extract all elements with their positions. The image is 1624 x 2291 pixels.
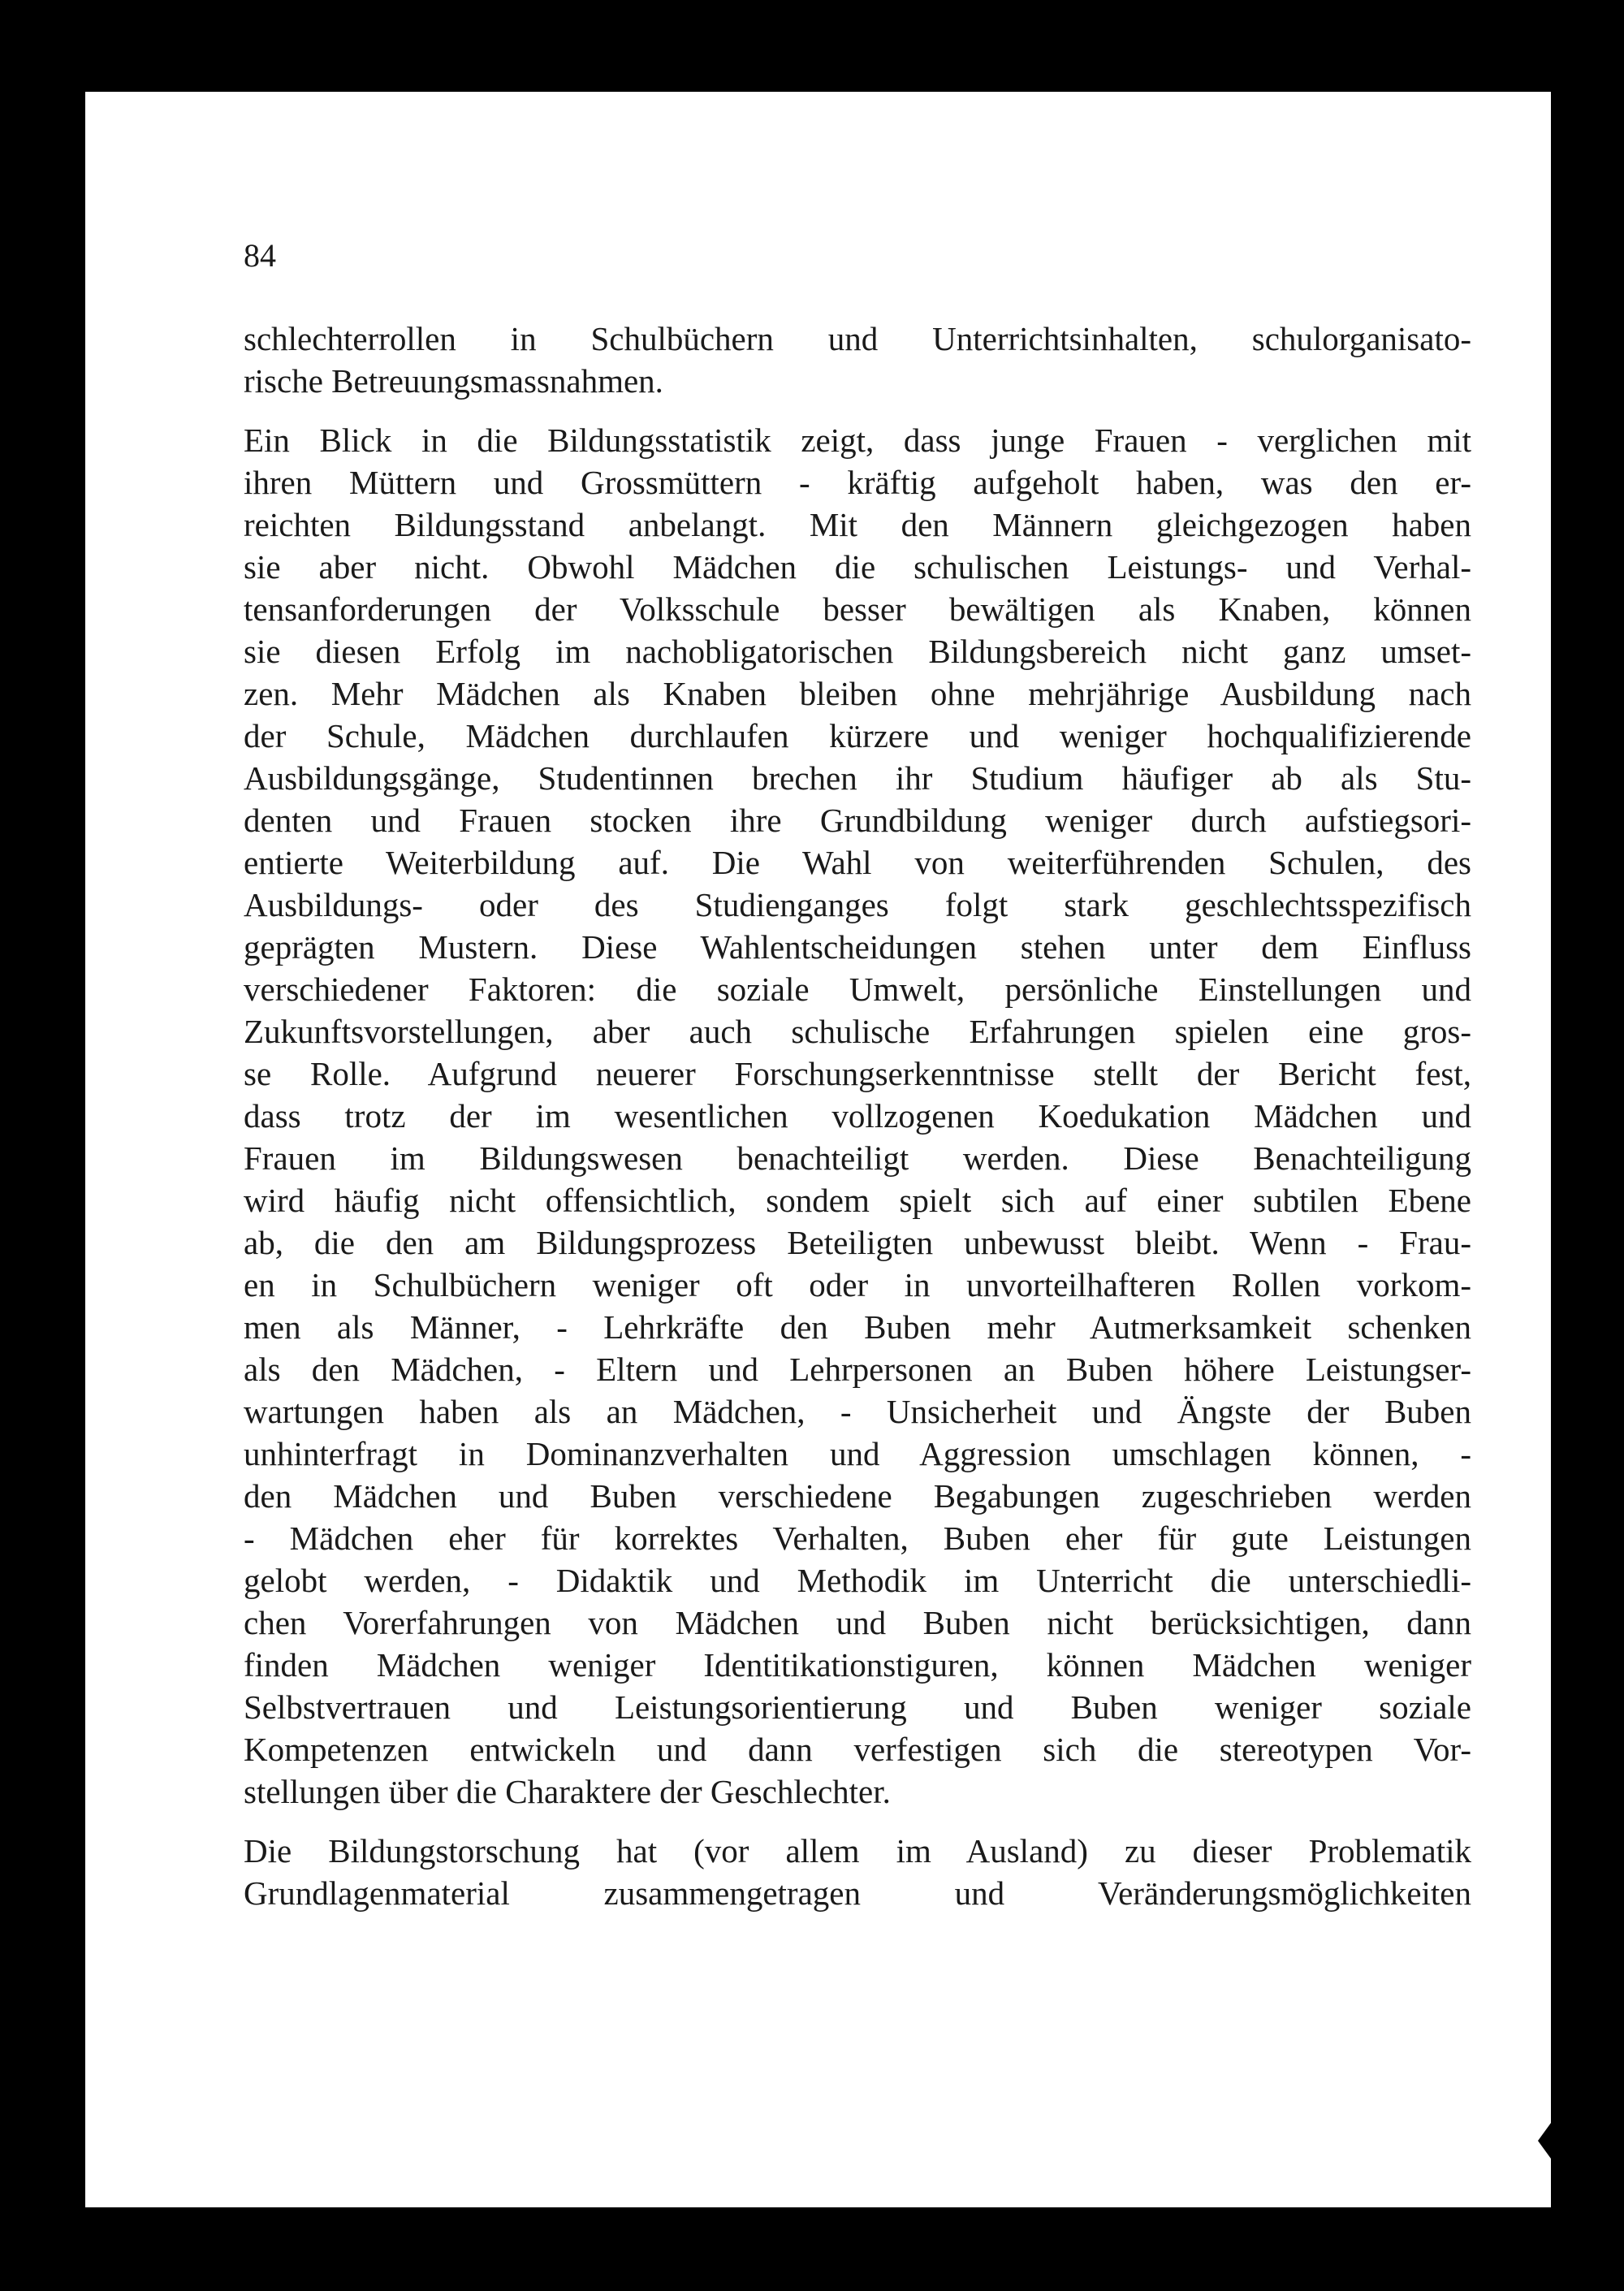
- text-line: der Schule, Mädchen durchlaufen kürzere und weniger hochqualifizierende: [244, 717, 1471, 754]
- text-line: Zukunftsvorstellungen, aber auch schulische Erfahrungen spielen eine gros-: [244, 1013, 1471, 1050]
- text-line: sie aber nicht. Obwohl Mädchen die schulischen Leistungs- und Verhal-: [244, 548, 1471, 586]
- text-line: Ausbildungsgänge, Studentinnen brechen ihr Studium häufiger ab als Stu-: [244, 759, 1471, 797]
- text-line: Die Bildungstorschung hat (vor allem im Ausland) zu dieser Problematik: [244, 1832, 1471, 1870]
- page-number: 84: [244, 237, 276, 274]
- text-line: ihren Müttern und Grossmüttern - kräftig aufgeholt haben, was den er-: [244, 464, 1471, 501]
- text-line: sie diesen Erfolg im nachobligatorischen Bildungsbereich nicht ganz umset-: [244, 633, 1471, 670]
- text-line: reichten Bildungsstand anbelangt. Mit den Männern gleichgezogen haben: [244, 506, 1471, 543]
- text-line: chen Vorerfahrungen von Mädchen und Buben nicht berücksichtigen, dann: [244, 1604, 1471, 1641]
- text-line: tensanforderungen der Volksschule besser bewältigen als Knaben, können: [244, 590, 1471, 628]
- text-line: Selbstvertrauen und Leistungsorientierung und Buben weniger soziale: [244, 1688, 1471, 1726]
- text-line: gelobt werden, - Didaktik und Methodik im Unterricht die unterschiedli-: [244, 1562, 1471, 1599]
- text-line: unhinterfragt in Dominanzverhalten und Aggression umschlagen können, -: [244, 1435, 1471, 1472]
- text-line: als den Mädchen, - Eltern und Lehrpersonen an Buben höhere Leistungser-: [244, 1351, 1471, 1388]
- text-line: finden Mädchen weniger Identitikationstiguren, können Mädchen weniger: [244, 1646, 1471, 1684]
- paragraph: [244, 1830, 1471, 1914]
- text-line: geprägten Mustern. Diese Wahlentscheidungen stehen unter dem Einfluss: [244, 928, 1471, 966]
- text-line: Ausbildungs- oder des Studienganges folgt stark geschlechtsspezifisch: [244, 886, 1471, 923]
- text-line: Ein Blick in die Bildungsstatistik zeigt, dass junge Frauen - verglichen mit: [244, 421, 1471, 459]
- text-line: Kompetenzen entwickeln und dann verfestigen sich die stereotypen Vor-: [244, 1731, 1471, 1768]
- text-line: men als Männer, - Lehrkräfte den Buben mehr Autmerksamkeit schenken: [244, 1308, 1471, 1346]
- text-line: en in Schulbüchern weniger oft oder in unvorteilhafteren Rollen vorkom-: [244, 1266, 1471, 1303]
- text-line: denten und Frauen stocken ihre Grundbildung weniger durch aufstiegsori-: [244, 802, 1471, 839]
- text-line: entierte Weiterbildung auf. Die Wahl von weiterführenden Schulen, des: [244, 844, 1471, 881]
- text-line: Grundlagenmaterial zusammengetragen und Veränderungsmöglichkeiten: [244, 1874, 1471, 1912]
- body-text: [244, 318, 1471, 1931]
- text-line: zen. Mehr Mädchen als Knaben bleiben ohne mehrjährige Ausbildung nach: [244, 675, 1471, 712]
- text-line: wartungen haben als an Mädchen, - Unsicherheit und Ängste der Buben: [244, 1393, 1471, 1430]
- text-line: - Mädchen eher für korrektes Verhalten, Buben eher für gute Leistungen: [244, 1519, 1471, 1557]
- text-line: den Mädchen und Buben verschiedene Begabungen zugeschrieben werden: [244, 1477, 1471, 1515]
- text-line: schlechterrollen in Schulbüchern und Unterrichtsinhalten, schulorganisato-: [244, 320, 1471, 357]
- text-line: wird häufig nicht offensichtlich, sondem spielt sich auf einer subtilen Ebene: [244, 1182, 1471, 1219]
- text-line: Frauen im Bildungswesen benachteiligt werden. Diese Benachteiligung: [244, 1139, 1471, 1177]
- text-line: ab, die den am Bildungsprozess Beteiligten unbewusst bleibt. Wenn - Frau-: [244, 1224, 1471, 1261]
- text-line: se Rolle. Aufgrund neuerer Forschungserkenntnisse stellt der Bericht fest,: [244, 1055, 1471, 1092]
- text-line: stellungen über die Charaktere der Geschlechter.: [244, 1773, 891, 1810]
- paragraph: [244, 318, 1471, 402]
- document-page: [85, 92, 1551, 2207]
- text-line: dass trotz der im wesentlichen vollzogenen Koedukation Mädchen und: [244, 1097, 1471, 1135]
- scan-edge-notch: [1538, 2123, 1551, 2159]
- text-line: rische Betreuungsmassnahmen.: [244, 362, 663, 400]
- paragraph: [244, 419, 1471, 1813]
- text-line: verschiedener Faktoren: die soziale Umwelt, persönliche Einstellungen und: [244, 970, 1471, 1008]
